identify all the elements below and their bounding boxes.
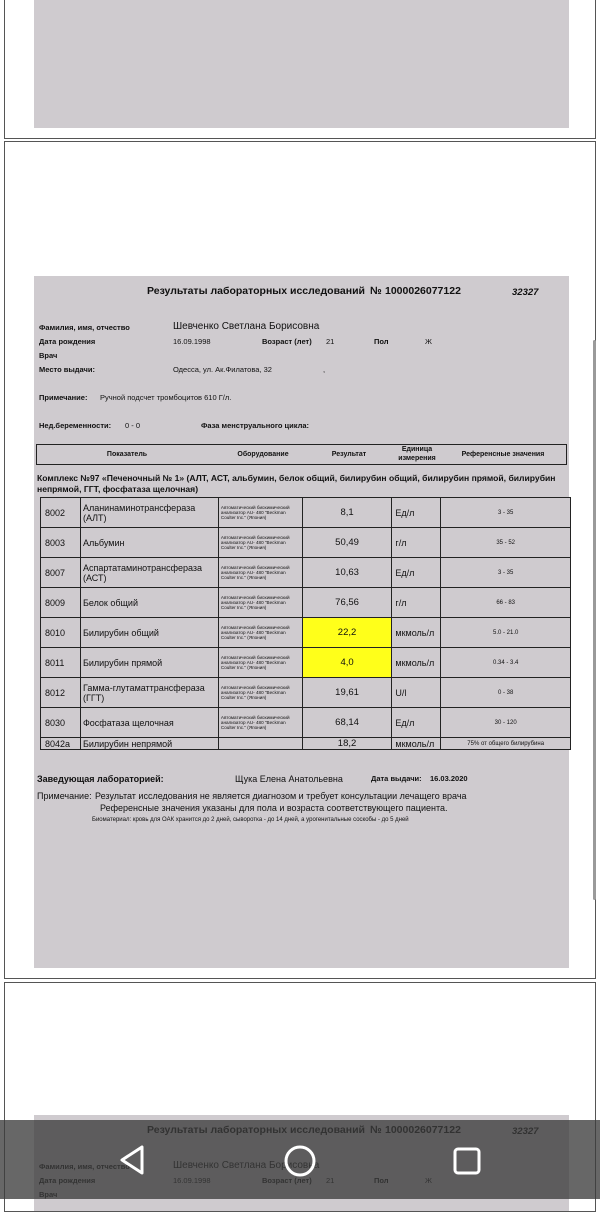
row-code: 8009 bbox=[41, 588, 81, 618]
footnote-label: Примечание: bbox=[37, 791, 92, 801]
report-title: Результаты лабораторных исследований bbox=[147, 285, 366, 297]
row-unit: г/л bbox=[392, 588, 441, 618]
row-unit: г/л bbox=[392, 528, 441, 558]
row-value: 76,56 bbox=[302, 588, 392, 618]
row-reference: 3 - 35 bbox=[441, 498, 571, 528]
row-equipment: Автоматический биохимический анализатор AU- 480 "Beckman Coulter Inc." (Япония) bbox=[218, 588, 302, 618]
age-label: Возраст (лет) bbox=[262, 337, 312, 346]
table-header bbox=[36, 444, 567, 465]
recents-square-icon bbox=[449, 1143, 485, 1179]
col-equipment: Оборудование bbox=[237, 451, 289, 458]
row-reference: 0.34 - 3.4 bbox=[441, 648, 571, 678]
row-name: Фосфатаза щелочная bbox=[80, 708, 218, 738]
table-row bbox=[41, 708, 571, 738]
issue-date: 16.03.2020 bbox=[430, 774, 468, 783]
footnote-line-1: Результат исследования не является диагнозом и требует консультации лечащего врача bbox=[95, 791, 467, 801]
back-button[interactable] bbox=[115, 1142, 151, 1178]
row-name: Билирубин непрямой bbox=[80, 738, 218, 750]
table-row bbox=[41, 678, 571, 708]
row-code: 8042a bbox=[41, 738, 81, 750]
row-name: Гамма-глутаматтрансфераза (ГГТ) bbox=[80, 678, 218, 708]
page-1 bbox=[4, 0, 596, 139]
page-2 bbox=[4, 141, 596, 979]
row-name: Аспартатаминотрансфераза (АСТ) bbox=[80, 558, 218, 588]
home-button[interactable] bbox=[281, 1142, 319, 1180]
issue-label: Дата выдачи: bbox=[371, 774, 422, 783]
row-name: Белок общий bbox=[80, 588, 218, 618]
report-number: 1000026077122 bbox=[385, 285, 461, 297]
row-value: 50,49 bbox=[302, 528, 392, 558]
row-unit: U/l bbox=[392, 678, 441, 708]
row-name: Аланинаминотрансфераза (АЛТ) bbox=[80, 498, 218, 528]
row-reference: 0 - 38 bbox=[441, 678, 571, 708]
row-equipment: Автоматический биохимический анализатор AU- 480 "Beckman Coulter Inc." (Япония) bbox=[218, 678, 302, 708]
dob-label: Дата рождения bbox=[39, 337, 96, 346]
name-label: Фамилия, имя, отчество bbox=[39, 323, 130, 332]
report-sheet bbox=[34, 276, 569, 968]
report-code: 32327 bbox=[512, 287, 539, 298]
place-value: Одесса, ул. Ак.Филатова, 32 bbox=[173, 365, 272, 374]
row-unit: Ед/л bbox=[392, 558, 441, 588]
row-value: 8,1 bbox=[302, 498, 392, 528]
row-equipment: Автоматический биохимический анализатор AU- 480 "Beckman Coulter Inc." (Япония) bbox=[218, 498, 302, 528]
row-unit: мкмоль/л bbox=[392, 648, 441, 678]
patient-age: 21 bbox=[326, 337, 335, 346]
biomaterial-note: Биоматериал: кровь для ОАК хранится до 2 дней, сыворотка - до 14 дней, а урогенитальные соскобы - до 5 дней bbox=[92, 817, 409, 823]
row-value: 10,63 bbox=[302, 558, 392, 588]
col-result: Результат bbox=[331, 451, 367, 458]
row-reference: 75% от общего билирубина bbox=[441, 738, 571, 750]
row-code: 8030 bbox=[41, 708, 81, 738]
row-name: Альбумин bbox=[80, 528, 218, 558]
head-label: Заведующая лабораторией: bbox=[37, 774, 164, 784]
row-equipment bbox=[218, 738, 302, 750]
pregnancy-label: Нед.беременности: bbox=[39, 421, 112, 430]
row-name: Билирубин общий bbox=[80, 618, 218, 648]
row-code: 8011 bbox=[41, 648, 81, 678]
row-code: 8002 bbox=[41, 498, 81, 528]
row-equipment: Автоматический биохимический анализатор AU- 480 "Beckman Coulter Inc." (Япония) bbox=[218, 528, 302, 558]
row-equipment: Автоматический биохимический анализатор AU- 480 "Beckman Coulter Inc." (Япония) bbox=[218, 618, 302, 648]
table-row bbox=[41, 588, 571, 618]
note-label: Примечание: bbox=[39, 393, 88, 402]
navigation-bar bbox=[0, 1120, 600, 1199]
patient-sex: Ж bbox=[425, 337, 432, 346]
scrollbar[interactable] bbox=[593, 340, 596, 900]
table-row bbox=[41, 528, 571, 558]
table-row bbox=[41, 648, 571, 678]
place-separator: , bbox=[323, 365, 326, 374]
home-circle-icon bbox=[281, 1142, 319, 1180]
patient-dob: 16.09.1998 bbox=[173, 337, 211, 346]
row-name: Билирубин прямой bbox=[80, 648, 218, 678]
row-value: 68,14 bbox=[302, 708, 392, 738]
row-unit: мкмоль/л bbox=[392, 738, 441, 750]
cycle-label: Фаза менструального цикла: bbox=[201, 421, 310, 430]
row-value: 18,2 bbox=[302, 738, 392, 750]
row-unit: Ед/л bbox=[392, 708, 441, 738]
table-row bbox=[41, 738, 571, 750]
complex-title: Комплекс №97 «Печеночный № 1» (АЛТ, АСТ, альбумин, белок общий, билирубин общий, билирубин прямой, билирубин непрямой, ГГТ, фосфатаза щелочная) bbox=[37, 473, 556, 494]
row-unit: Ед/л bbox=[392, 498, 441, 528]
footnote-line-2: Референсные значения указаны для пола и возраста соответствующего пациента. bbox=[100, 803, 448, 813]
pregnancy-value: 0 - 0 bbox=[125, 421, 141, 430]
row-equipment: Автоматический биохимический анализатор AU- 480 "Beckman Coulter Inc." (Япония) bbox=[218, 708, 302, 738]
report-number-label: № bbox=[370, 285, 382, 297]
back-triangle-icon bbox=[115, 1142, 151, 1178]
doctor-label: Врач bbox=[39, 351, 58, 360]
row-value-flagged: 22,2 bbox=[302, 618, 392, 648]
results-table bbox=[40, 497, 571, 750]
row-code: 8012 bbox=[41, 678, 81, 708]
patient-name: Шевченко Светлана Борисовна bbox=[173, 321, 320, 332]
row-reference: 66 - 83 bbox=[441, 588, 571, 618]
col-reference: Референсные значения bbox=[461, 451, 545, 458]
row-unit: мкмоль/л bbox=[392, 618, 441, 648]
note-value: Ручной подсчет тромбоцитов 610 Г/л. bbox=[100, 393, 232, 402]
col-unit: Единица измерения bbox=[398, 446, 436, 462]
row-reference: 30 - 120 bbox=[441, 708, 571, 738]
page-1-sheet bbox=[34, 0, 569, 128]
row-reference: 35 - 52 bbox=[441, 528, 571, 558]
table-row bbox=[41, 498, 571, 528]
row-value: 19,61 bbox=[302, 678, 392, 708]
sex-label: Пол bbox=[374, 337, 389, 346]
place-label: Место выдачи: bbox=[39, 365, 95, 374]
row-value-flagged: 4,0 bbox=[302, 648, 392, 678]
row-code: 8007 bbox=[41, 558, 81, 588]
row-code: 8003 bbox=[41, 528, 81, 558]
col-indicator: Показатель bbox=[106, 451, 148, 458]
recents-button[interactable] bbox=[449, 1143, 485, 1179]
row-equipment: Автоматический биохимический анализатор AU- 480 "Beckman Coulter Inc." (Япония) bbox=[218, 648, 302, 678]
table-row bbox=[41, 558, 571, 588]
row-reference: 5.0 - 21.0 bbox=[441, 618, 571, 648]
table-row bbox=[41, 618, 571, 648]
row-reference: 3 - 35 bbox=[441, 558, 571, 588]
row-equipment: Автоматический биохимический анализатор AU- 480 "Beckman Coulter Inc." (Япония) bbox=[218, 558, 302, 588]
head-name: Щука Елена Анатольевна bbox=[235, 774, 343, 784]
row-code: 8010 bbox=[41, 618, 81, 648]
